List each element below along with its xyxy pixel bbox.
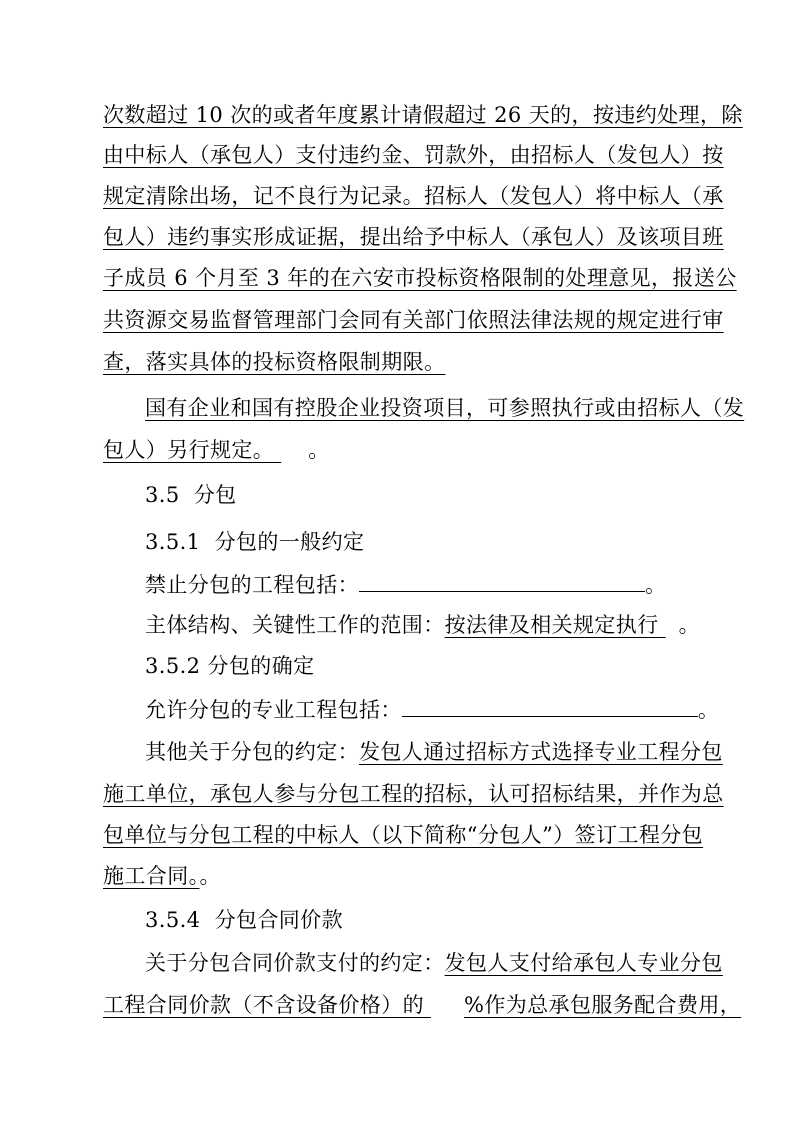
payment-label: 关于分包合同价款支付的约定： <box>145 951 445 975</box>
key-work-scope-value: 按法律及相关规定执行 <box>444 613 659 637</box>
section-3-5-1-heading: 3.5.1 分包的一般约定 <box>145 530 365 554</box>
section-3-5-4-heading: 3.5.4 分包合同价款 <box>145 908 343 932</box>
clause-text-line-5: 子成员 6 个月至 3 年的在六安市投标资格限制的处理意见，报送公 <box>103 266 737 290</box>
state-enterprise-blank <box>274 436 308 464</box>
clause-text-line-4: 包人）违约事实形成证据，提出给予中标人（承包人）及该项目班 <box>103 225 724 249</box>
state-enterprise-text: 包人）另行规定。 <box>103 438 275 462</box>
key-work-scope-row <box>145 611 700 639</box>
forbidden-subcontract-label: 禁止分包的工程包括： <box>145 573 359 597</box>
payment-text-1: 发包人支付给承包人专业分包 <box>444 951 723 975</box>
other-subcontract-end: 。 <box>199 864 221 888</box>
clause-text-line-6: 共资源交易监督管理部门会同有关部门依照法律法规的规定进行审 <box>103 308 724 332</box>
state-enterprise-line-2 <box>103 436 330 464</box>
clause-text-line-2: 由中标人（承包人）支付违约金、罚款外，由招标人（发包人）按 <box>103 143 724 167</box>
other-subcontract-text-3: 包单位与分包工程的中标人（以下简称“分包人”）签订工程分包 <box>103 823 704 847</box>
allowed-subcontract-end: 。 <box>697 698 720 722</box>
other-subcontract-text-1: 发包人通过招标方式选择专业工程分包 <box>359 740 723 764</box>
payment-percent-blank <box>424 991 464 1019</box>
other-subcontract-row-4 <box>103 862 221 890</box>
clause-text-line-3: 规定清除出场，记不良行为记录。招标人（发包人）将中标人（承 <box>103 184 724 208</box>
key-work-scope-end: 。 <box>678 613 701 637</box>
allowed-subcontract-blank <box>402 696 698 717</box>
section-3-5-2-heading: 3.5.2 分包的确定 <box>145 654 315 678</box>
clause-text-line-1: 次数超过 10 次的或者年度累计请假超过 26 天的，按违约处理，除 <box>103 103 743 127</box>
allowed-subcontract-label: 允许分包的专业工程包括： <box>145 698 402 722</box>
forbidden-subcontract-end: 。 <box>645 573 667 597</box>
payment-row-1 <box>145 949 723 977</box>
payment-row-2 <box>103 991 741 1019</box>
state-enterprise-end: 。 <box>308 438 330 462</box>
clause-text-line-7: 查，落实具体的投标资格限制期限。 <box>103 350 446 374</box>
other-subcontract-text-4: 施工合同。 <box>103 864 200 888</box>
key-work-scope-label: 主体结构、关键性工作的范围： <box>145 613 445 637</box>
other-subcontract-label: 其他关于分包的约定： <box>145 740 359 764</box>
allowed-subcontract-row <box>145 696 719 724</box>
forbidden-subcontract-blank <box>359 571 645 592</box>
other-subcontract-text-2: 施工单位，承包人参与分包工程的招标，认可招标结果，并作为总 <box>103 782 724 806</box>
other-subcontract-row <box>145 738 723 766</box>
payment-text-2a: 工程合同价款（不含设备价格）的 <box>103 993 424 1017</box>
payment-text-2b: %作为总承包服务配合费用， <box>464 993 742 1017</box>
state-enterprise-line-1: 国有企业和国有控股企业投资项目，可参照执行或由招标人（发 <box>145 396 745 420</box>
section-3-5-heading: 3.5 分包 <box>145 483 237 507</box>
forbidden-subcontract-row <box>145 571 666 599</box>
